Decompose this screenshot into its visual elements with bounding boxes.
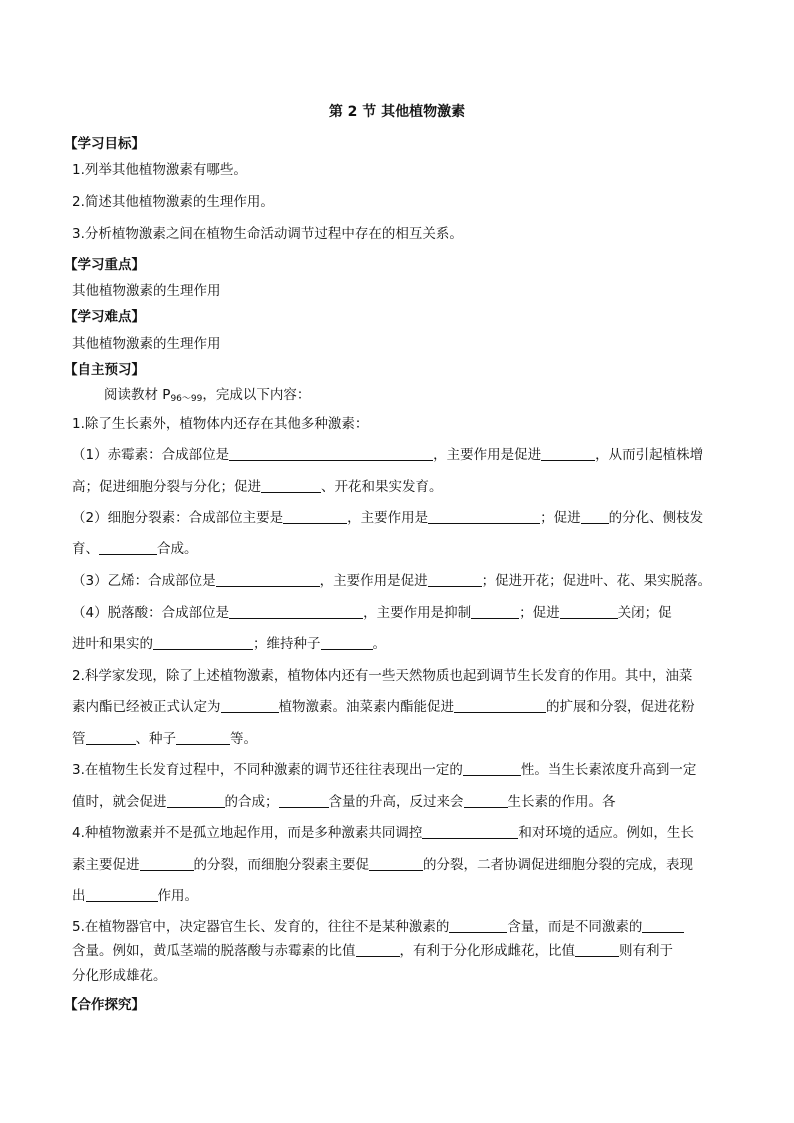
goal-item: 3.分析植物激素之间在植物生命活动调节过程中存在的相互关系。	[72, 226, 463, 242]
answer-blank[interactable]	[575, 942, 619, 957]
question-1d: （4）脱落酸：合成部位是 ，主要作用是抑制 ；促进 关闭；促	[72, 605, 672, 621]
answer-blank[interactable]	[449, 918, 507, 933]
answer-blank[interactable]	[229, 604, 363, 619]
difficult-point-text: 其他植物激素的生理作用	[72, 336, 221, 352]
answer-blank[interactable]	[283, 509, 347, 524]
question-3: 3.在植物生长发育过程中，不同种激素的调节还往往表现出一定的 性。当生长素浓度升高到一定	[72, 762, 697, 778]
question-1-intro: 1.除了生长素外，植物体内还存在其他多种激素：	[72, 416, 369, 432]
answer-blank[interactable]	[463, 761, 521, 776]
answer-blank[interactable]	[581, 509, 609, 524]
question-4-cont: 素主要促进 的分裂，而细胞分裂素主要促 的分裂，二者协调促进细胞分裂的完成，表现	[72, 857, 693, 873]
answer-blank[interactable]	[99, 540, 157, 555]
question-1b-cont: 育、 合成。	[72, 541, 198, 557]
section-heading-key: 【学习重点】	[64, 257, 145, 273]
question-5-cont: 含量。例如，黄瓜茎端的脱落酸与赤霉素的比值 ，有利于分化形成雌花，比值 则有利于	[72, 943, 673, 959]
question-3-cont: 值时，就会促进 的合成； 含量的升高，反过来会 生长素的作用。各	[72, 794, 616, 810]
answer-blank[interactable]	[642, 918, 684, 933]
answer-blank[interactable]	[176, 730, 230, 745]
answer-blank[interactable]	[261, 478, 321, 493]
answer-blank[interactable]	[464, 793, 508, 808]
answer-blank[interactable]	[356, 942, 400, 957]
answer-blank[interactable]	[541, 446, 595, 461]
question-1a: （1）赤霉素：合成部位是 ，主要作用是促进 ，从而引起植株增	[72, 447, 704, 463]
answer-blank[interactable]	[140, 856, 194, 871]
answer-blank[interactable]	[279, 793, 329, 808]
answer-blank[interactable]	[153, 635, 253, 650]
answer-blank[interactable]	[471, 604, 519, 619]
answer-blank[interactable]	[216, 572, 320, 587]
question-1c: （3）乙烯：合成部位是 ，主要作用是促进 ；促进开花；促进叶、花、果实脱落。	[72, 573, 712, 589]
answer-blank[interactable]	[167, 793, 225, 808]
question-4: 4.种植物激素并不是孤立地起作用，而是多种激素共同调控 和对环境的适应。例如，生长	[72, 825, 694, 841]
goal-item: 2.简述其他植物激素的生理作用。	[72, 194, 274, 210]
answer-blank[interactable]	[321, 635, 373, 650]
section-heading-preview: 【自主预习】	[64, 362, 145, 378]
question-5: 5.在植物器官中，决定器官生长、发育的，往往不是某种激素的 含量，而是不同激素的	[72, 917, 684, 937]
answer-blank[interactable]	[86, 730, 136, 745]
section-heading-cooperation: 【合作探究】	[64, 997, 145, 1013]
question-1a-cont: 高；促进细胞分裂与分化；促进 、开花和果实发育。	[72, 479, 443, 495]
answer-blank[interactable]	[428, 572, 482, 587]
reading-instruction: 阅读教材 $P_{96\sim 99}$，完成以下内容：	[104, 387, 311, 404]
answer-blank[interactable]	[428, 509, 540, 524]
answer-blank[interactable]	[229, 446, 433, 461]
question-4-cont2: 出 作用。	[72, 888, 198, 904]
goal-item: 1.列举其他植物激素有哪些。	[72, 162, 247, 178]
section-heading-difficult: 【学习难点】	[64, 309, 145, 325]
question-2-cont: 素内酯已经被正式认定为 植物激素。油菜素内酯能促进 的扩展和分裂，促进花粉	[72, 699, 695, 715]
answer-blank[interactable]	[454, 698, 546, 713]
key-point-text: 其他植物激素的生理作用	[72, 283, 221, 299]
question-5-cont2: 分化形成雄花。	[72, 968, 167, 984]
answer-blank[interactable]	[369, 856, 423, 871]
section-heading-goals: 【学习目标】	[64, 136, 145, 152]
answer-blank[interactable]	[221, 698, 279, 713]
question-2: 2.科学家发现，除了上述植物激素，植物体内还有一些天然物质也起到调节生长发育的作用。其中，油菜	[72, 668, 693, 684]
question-1d-cont: 进叶和果实的 ；维持种子 。	[72, 636, 386, 652]
question-2-cont2: 管 、种子 等。	[72, 731, 257, 747]
answer-blank[interactable]	[560, 604, 618, 619]
answer-blank[interactable]	[86, 887, 158, 902]
question-1b: （2）细胞分裂素：合成部位主要是 ，主要作用是 ；促进 的分化、侧枝发	[72, 510, 704, 526]
page-title: 第 2 节 其他植物激素	[328, 104, 466, 120]
answer-blank[interactable]	[422, 824, 518, 839]
